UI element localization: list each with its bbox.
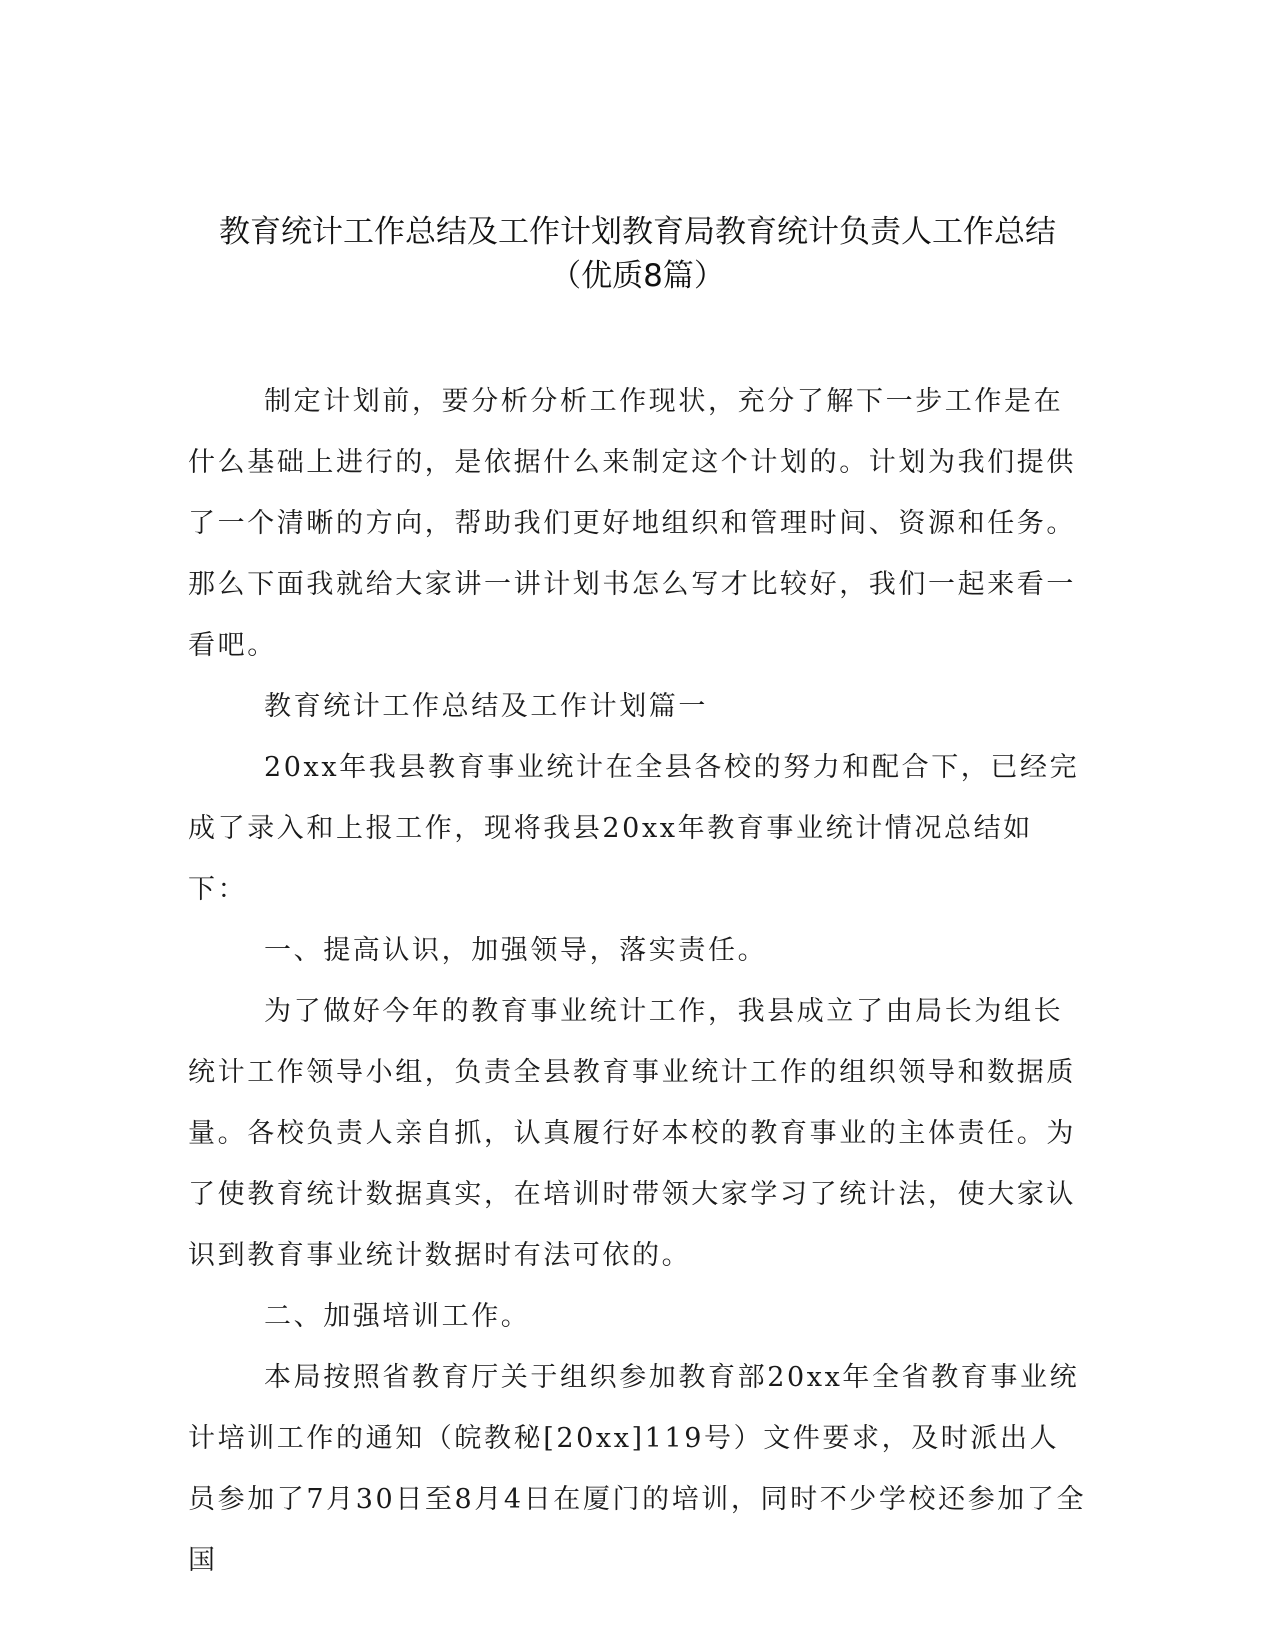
document-title-line-1: 教育统计工作总结及工作计划教育局教育统计负责人工作总结 (219, 214, 1056, 250)
document-title-line-2: （优质8篇） (550, 258, 725, 294)
paragraph-heading-1: 一、提高认识，加强领导，落实责任。 (264, 935, 768, 966)
paragraph-training: 本局按照省教育厅关于组织参加教育部20xx年全省教育事业统计培训工作的通知（皖教秘[20xx]119号）文件要求，及时派出人员参加了7月30日至8月4日在厦门的培训，同时不少学校还参加了全国 (188, 1362, 1087, 1576)
paragraph-intro: 制定计划前，要分析分析工作现状，充分了解下一步工作是在什么基础上进行的，是依据什么来制定这个计划的。计划为我们提供了一个清晰的方向，帮助我们更好地组织和管理时间、资源和任务。那么下面我就给大家讲一讲计划书怎么写才比较好，我们一起来看一看吧。 (188, 386, 1076, 661)
paragraph-summary-opening: 20xx年我县教育事业统计在全县各校的努力和配合下，已经完成了录入和上报工作，现将我县20xx年教育事业统计情况总结如下： (188, 752, 1080, 905)
paragraph-section-heading: 教育统计工作总结及工作计划篇一 (264, 691, 708, 722)
document-body (188, 371, 1088, 1591)
paragraph-leadership: 为了做好今年的教育事业统计工作，我县成立了由局长为组长统计工作领导小组，负责全县教育事业统计工作的组织领导和数据质量。各校负责人亲自抓，认真履行好本校的教育事业的主体责任。为了使教育统计数据真实，在培训时带领大家学习了统计法，使大家认识到教育事业统计数据时有法可依的。 (188, 996, 1076, 1271)
paragraph-heading-2: 二、加强培训工作。 (264, 1301, 531, 1332)
